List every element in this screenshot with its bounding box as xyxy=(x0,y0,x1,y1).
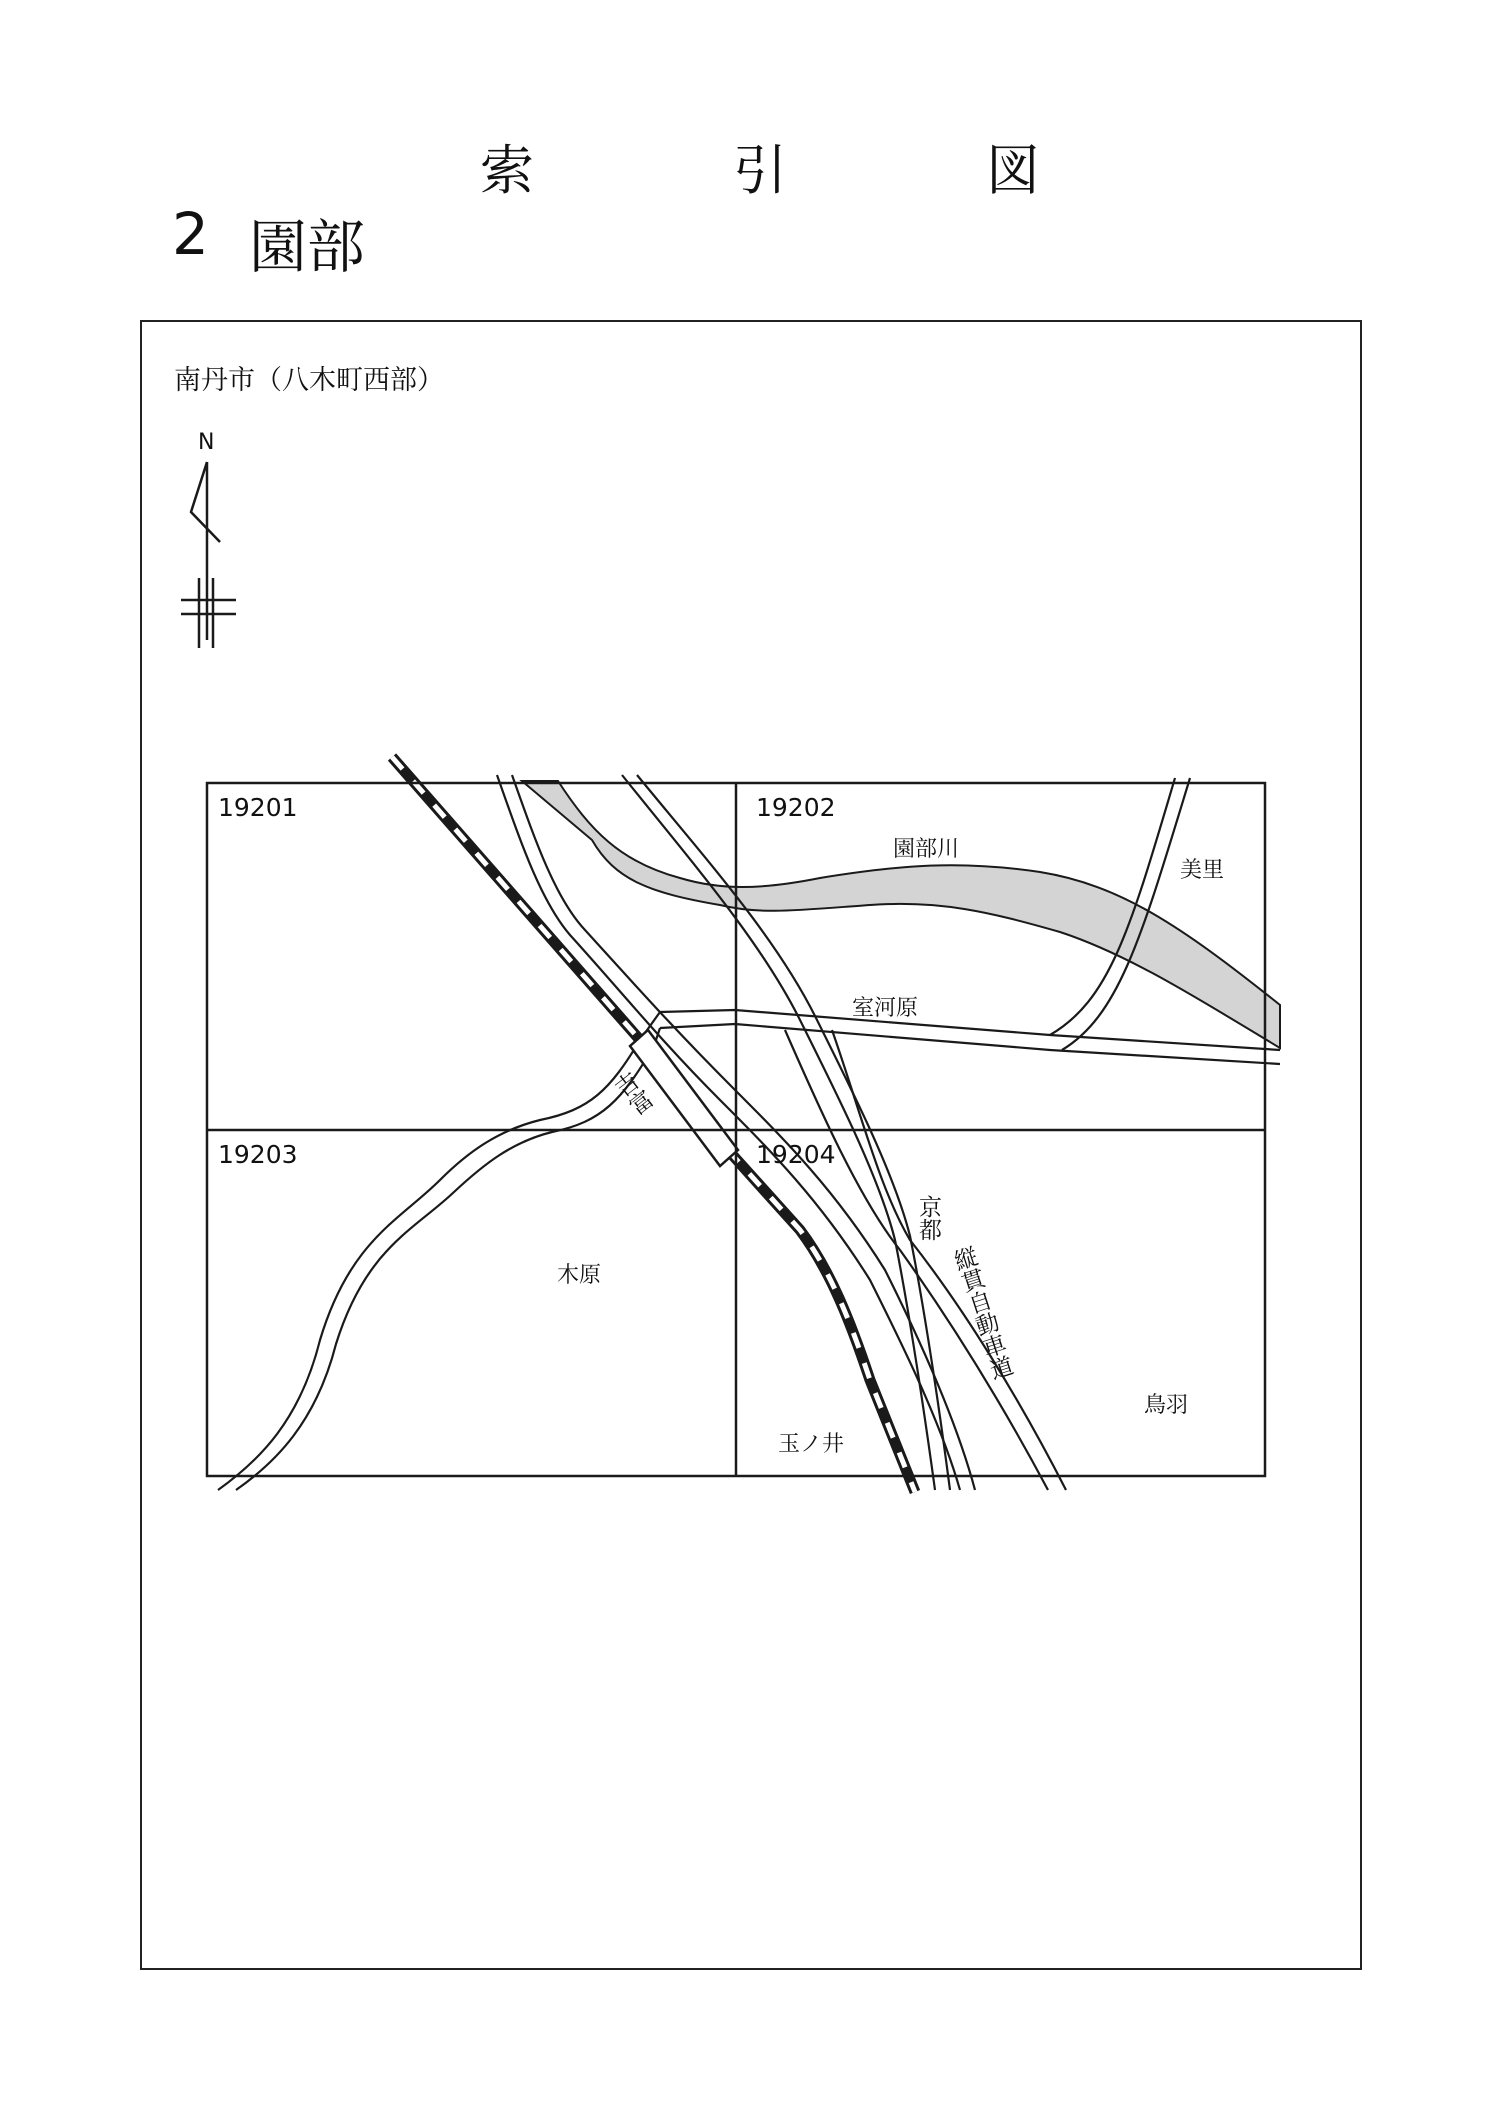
section-name: 園部 xyxy=(248,213,365,281)
area-name: 南丹市（八木町西部） xyxy=(174,365,444,396)
section-number: 2 xyxy=(172,200,209,268)
place-label: 木原 xyxy=(557,1263,602,1288)
sheet-number[interactable]: 19203 xyxy=(218,1140,298,1169)
railway xyxy=(392,757,915,1492)
map-symbol-cross-icon xyxy=(181,578,236,648)
place-label: 美里 xyxy=(1180,858,1225,883)
expressway-label: 京都 xyxy=(915,1195,941,1241)
sheet-number[interactable]: 19201 xyxy=(218,793,298,822)
station-label: 吉富 xyxy=(607,1068,657,1121)
sheet-grid xyxy=(207,783,1265,1476)
north-label: N xyxy=(198,430,215,455)
place-label: 玉ノ井 xyxy=(778,1432,845,1457)
sheet-number[interactable]: 19204 xyxy=(756,1140,836,1169)
title-char: 図 xyxy=(986,139,1040,202)
sheet-number[interactable]: 19202 xyxy=(756,793,836,822)
expressway-label: 縦貫自動車道 xyxy=(947,1243,1015,1384)
place-label: 鳥羽 xyxy=(1144,1393,1189,1418)
river-label: 園部川 xyxy=(893,837,960,862)
title-char: 索 xyxy=(480,139,534,202)
title-char: 引 xyxy=(733,139,787,202)
roads xyxy=(218,775,1280,1490)
place-label: 室河原 xyxy=(852,996,919,1021)
